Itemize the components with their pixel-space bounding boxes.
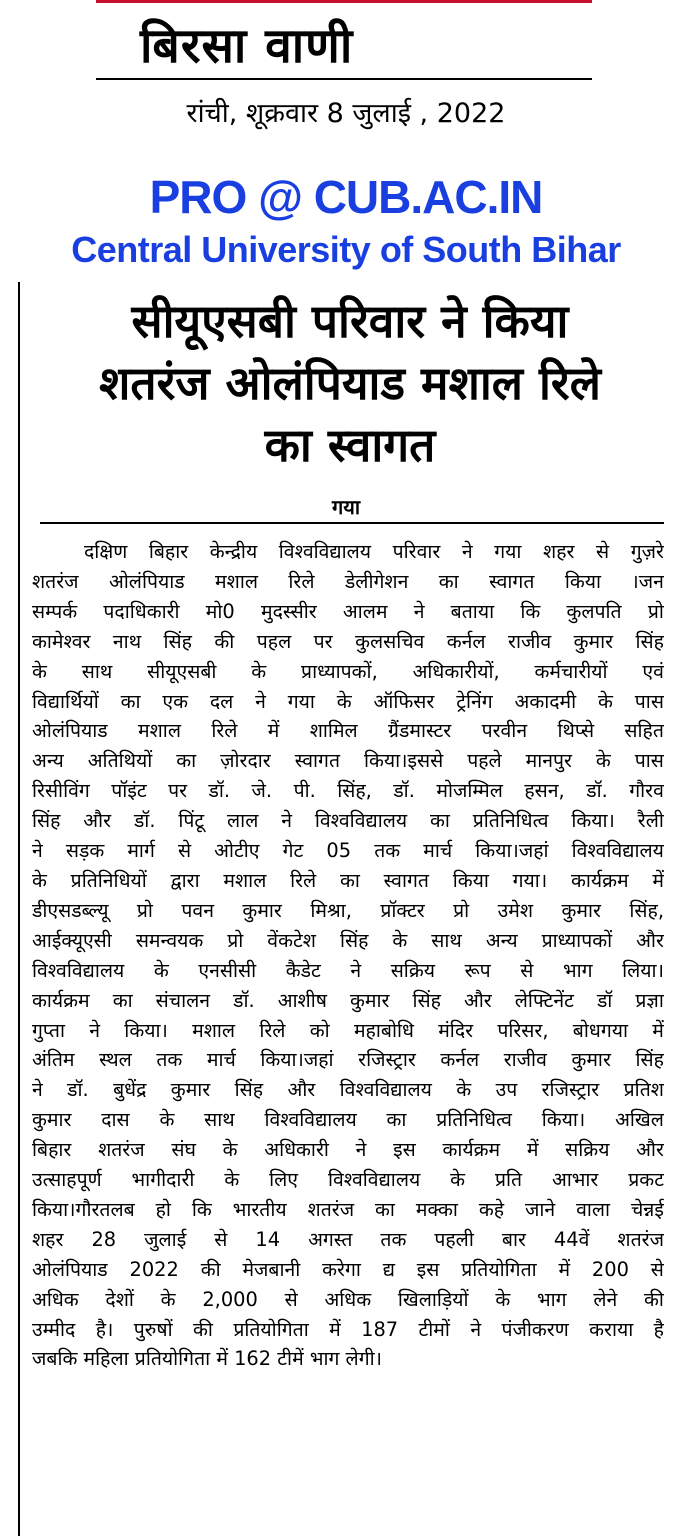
- body-line: आईक्यूएसी समन्वयक प्रो वेंकटेश सिंह के साथ अन्य प्राध्यापकों और: [32, 928, 664, 952]
- top-accent-rule: [96, 0, 592, 3]
- article-headline: [30, 290, 670, 476]
- body-line: ओलंपियाड मशाल रिले में शामिल ग्रैंडमास्टर परवीन थिप्से सहित: [32, 719, 664, 743]
- body-line: के प्रतिनिधियों द्वारा मशाल रिले का स्वागत किया गया। कार्यक्रम में: [32, 868, 664, 892]
- headline-line: का स्वागत: [264, 418, 436, 472]
- body-line: कामेश्वर नाथ सिंह की पहल पर कुलसचिव कर्नल राजीव कुमार सिंह: [32, 629, 664, 653]
- body-line: अंतिम स्थल तक मार्च किया।जहां रजिस्ट्रार कर्नल राजीव कुमार सिंह: [32, 1048, 664, 1072]
- body-line: उम्मीद है। पुरुषों की प्रतियोगिता में 187 टीमों ने पंजीकरण कराया है: [32, 1317, 664, 1341]
- body-line: कुमार दास के साथ विश्वविद्यालय का प्रतिनिधित्व किया। अखिल: [32, 1108, 664, 1132]
- body-line: शहर 28 जुलाई से 14 अगस्त तक पहली बार 44वें शतरंज: [32, 1227, 664, 1251]
- body-line: विद्यार्थियों का एक दल ने गया के ऑफिसर ट्रेनिंग अकादमी के पास: [32, 689, 664, 713]
- place-rule: [40, 522, 664, 524]
- pro-email-banner: PRO @ CUB.AC.IN: [149, 171, 543, 223]
- headline-line: शतरंज ओलंपियाड मशाल रिले: [99, 356, 601, 410]
- body-line: विश्वविद्यालय के एनसीसी कैडेट ने सक्रिय रूप से भाग लिया।: [32, 958, 664, 982]
- body-line: अन्य अतिथियों का ज़ोरदार स्वागत किया।इससे पहले मानपुर के पास: [32, 749, 664, 773]
- body-line: सम्पर्क पदाधिकारी मो0 मुदस्सीर आलम ने बताया कि कुलपति प्रो: [32, 599, 664, 623]
- body-line: गुप्ता ने किया। मशाल रिले को महाबोधि मंदिर परिसर, बोधगया में: [32, 1018, 664, 1042]
- body-line: ने डॉ. बुधेंद्र कुमार सिंह और विश्वविद्यालय के उप रजिस्ट्रार प्रतिश: [32, 1078, 664, 1102]
- article-body: [32, 537, 664, 1374]
- article-left-border: [18, 282, 20, 1536]
- body-line: अधिक देशों के 2,000 से अधिक खिलाड़ियों के भाग लेने की: [32, 1287, 664, 1311]
- body-line: ने सड़क मार्ग से ओटीए गेट 05 तक मार्च किया।जहां विश्वविद्यालय: [32, 839, 664, 863]
- body-line: जबकि महिला प्रतियोगिता में 162 टीमें भाग लेगी।: [32, 1347, 382, 1371]
- body-line: के साथ सीयूएसबी के प्राध्यापकों, अधिकारीयों, कर्मचारीयों एवं: [32, 659, 664, 683]
- dateline-place: गया: [331, 495, 361, 519]
- university-name: Central University of South Bihar: [71, 229, 621, 270]
- body-line: डीएसडब्ल्यू प्रो पवन कुमार मिश्रा, प्रॉक्टर प्रो उमेश कुमार सिंह,: [32, 898, 664, 922]
- body-line: उत्साहपूर्ण भागीदारी के लिए विश्वविद्यालय के प्रति आभार प्रकट: [32, 1168, 664, 1192]
- body-line: बिहार शतरंज संघ के अधिकारी ने इस कार्यक्रम में सक्रिय और: [32, 1138, 664, 1162]
- masthead-rule: [96, 78, 592, 80]
- body-line: रिसीविंग पॉइंट पर डॉ. जे. पी. सिंह, डॉ. मोजम्मिल हसन, डॉ. गौरव: [32, 779, 664, 803]
- body-line: कार्यक्रम का संचालन डॉ. आशीष कुमार सिंह और लेफ्टिनेंट डॉ प्रज्ञा: [32, 988, 664, 1012]
- newspaper-masthead: बिरसा वाणी: [140, 18, 354, 74]
- body-line: ओलंपियाड 2022 की मेजबानी करेगा द्य इस प्रतियोगिता में 200 से: [32, 1257, 664, 1281]
- body-line: सिंह और डॉ. पिंटू लाल ने विश्वविद्यालय का प्रतिनिधित्व किया। रैली: [32, 809, 664, 833]
- body-line: दक्षिण बिहार केन्द्रीय विश्वविद्यालय परिवार ने गया शहर से गुज़रे: [84, 540, 664, 563]
- body-line: शतरंज ओलंपियाड मशाल रिले डेलीगेशन का स्वागत किया ।जन: [32, 569, 664, 593]
- dateline: रांची, शूक्रवार 8 जुलाई , 2022: [186, 98, 506, 129]
- body-line: किया।गौरतलब हो कि भारतीय शतरंज का मक्का कहे जाने वाला चेन्नई: [32, 1197, 664, 1221]
- headline-line: सीयूएसबी परिवार ने किया: [131, 294, 569, 348]
